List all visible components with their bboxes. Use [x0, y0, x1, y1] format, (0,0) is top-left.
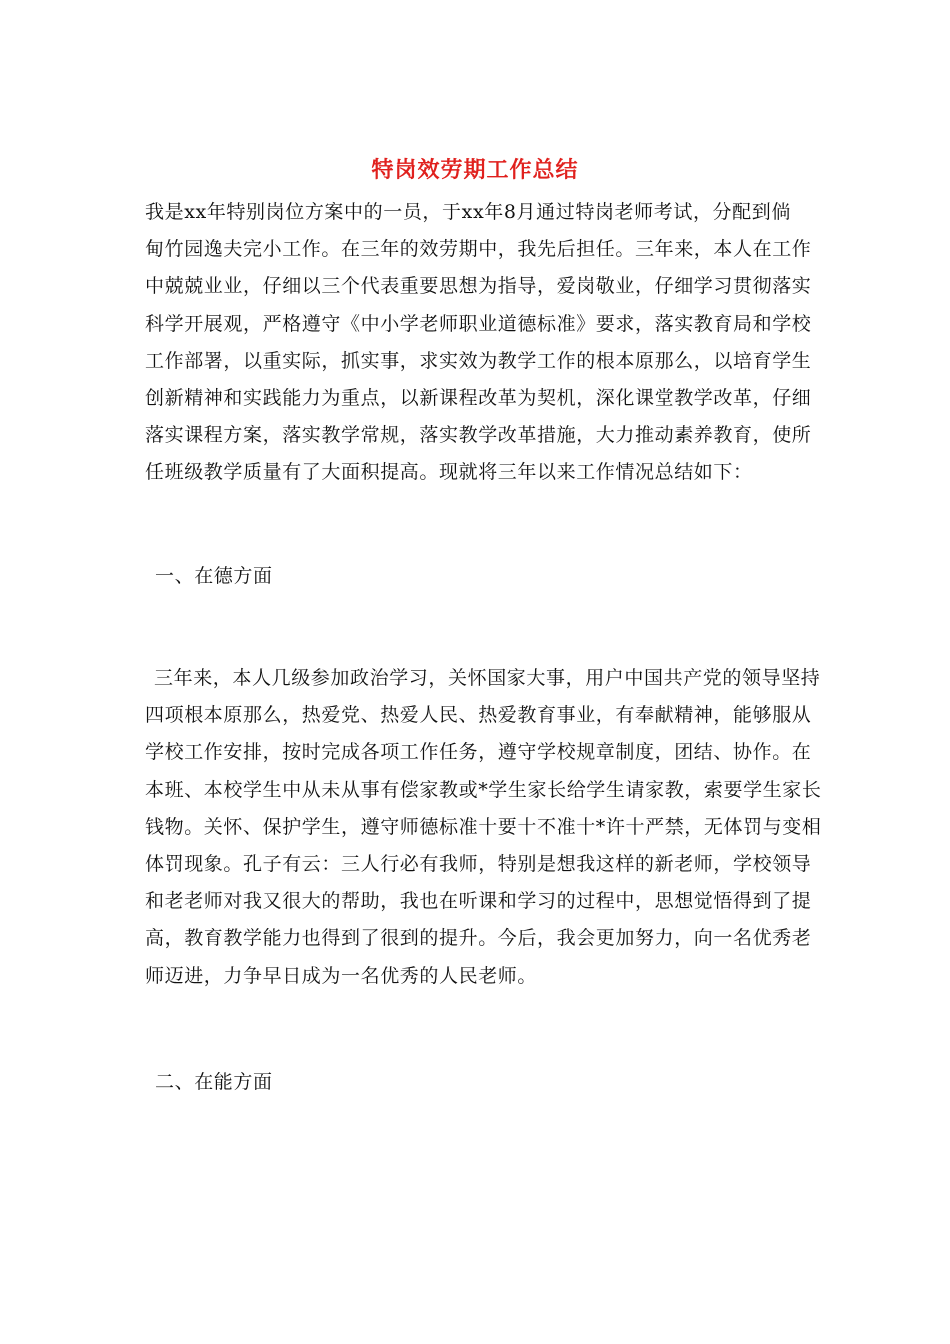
text-line: 科学开展观，严格遵守《中小学老师职业道德标准》要求，落实教育局和学校 [145, 312, 812, 335]
text-line: 和老老师对我又很大的帮助，我也在听课和学习的过程中，思想觉悟得到了提 [145, 890, 812, 913]
text-line: 落实课程方案，落实教学常规，落实教学改革措施，大力推动素养教育，使所 [145, 424, 812, 447]
text-line: 高，教育教学能力也得到了很到的提升。今后，我会更加努力，向一名优秀老 [145, 927, 812, 950]
text-line: 中兢兢业业，仔细以三个代表重要思想为指导，爱岗敬业，仔细学习贯彻落实 [145, 275, 812, 298]
text-line: 三年来，本人几级参加政治学习，关怀国家大事，用户中国共产党的领导坚持 [154, 667, 821, 689]
section-heading-morality: 一、在德方面 [155, 565, 273, 587]
text-line: 钱物。关怀、保护学生，遵守师德标准十要十不准十*许十严禁，无体罚与变相 [145, 815, 822, 838]
document-title: 特岗效劳期工作总结 [371, 157, 579, 183]
section-heading-ability: 二、在能方面 [155, 1071, 273, 1093]
text-line: 本班、本校学生中从未从事有偿家教或*学生家长给学生请家教，索要学生家长 [145, 778, 822, 801]
text-line: 创新精神和实践能力为重点，以新课程改革为契机，深化课堂教学改革，仔细 [145, 386, 812, 409]
text-line: 四项根本原那么，热爱党、热爱人民、热爱教育事业，有奉献精神，能够服从 [145, 704, 812, 727]
text-line: 我是xx年特别岗位方案中的一员，于xx年8月通过特岗老师考试，分配到倘 [145, 201, 791, 223]
text-line: 工作部署，以重实际，抓实事，求实效为教学工作的根本原那么，以培育学生 [145, 349, 812, 372]
morality-paragraph [145, 660, 822, 995]
text-line: 师迈进，力争早日成为一名优秀的人民老师。 [145, 964, 538, 987]
text-line: 体罚现象。孔子有云：三人行必有我师，特别是想我这样的新老师，学校领导 [145, 852, 812, 875]
text-line: 甸竹园逸夫完小工作。在三年的效劳期中，我先后担任。三年来，本人在工作 [145, 238, 812, 261]
text-line: 任班级教学质量有了大面积提高。现就将三年以来工作情况总结如下： [145, 461, 753, 484]
text-line: 学校工作安排，按时完成各项工作任务，遵守学校规章制度，团结、协作。在 [145, 741, 812, 764]
intro-paragraph [145, 194, 810, 492]
